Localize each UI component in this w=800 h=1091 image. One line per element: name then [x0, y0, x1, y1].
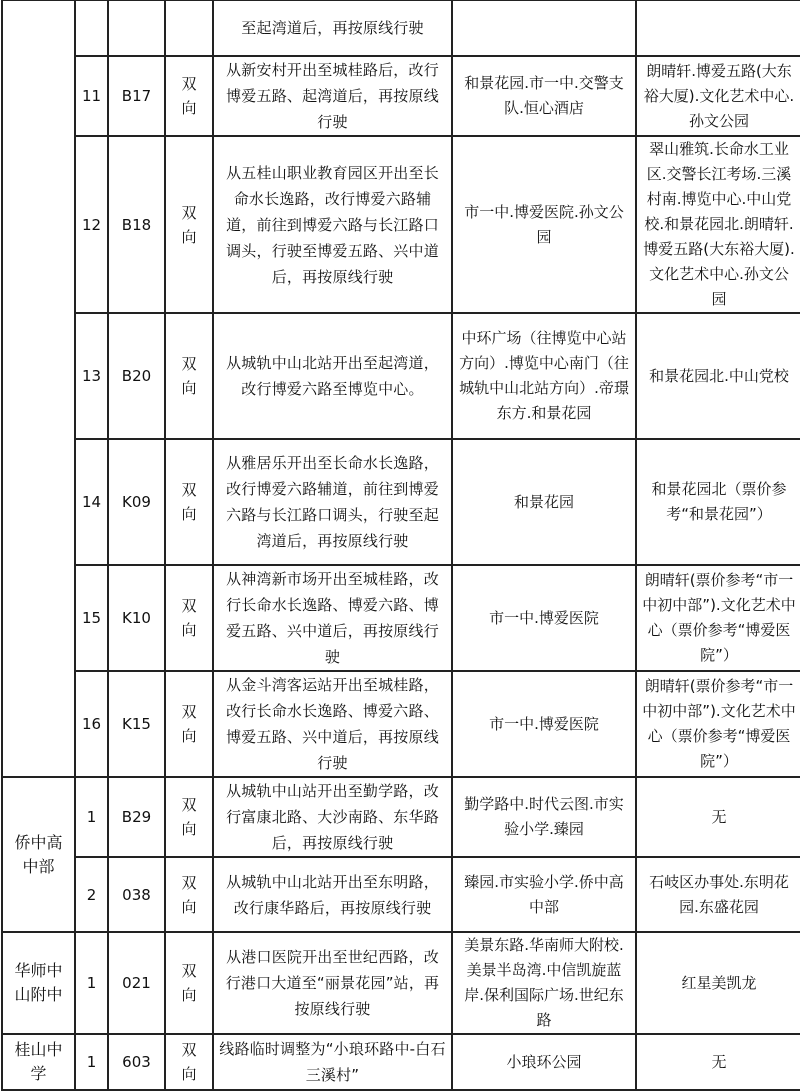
route-adjustment-cell: 从神湾新市场开出至城桂路，改行长命水长逸路、博爱六路、博爱五路、兴中道后，再按原线行驶	[213, 565, 452, 671]
affected-stops-cell: 市一中.博爱医院.孙文公园	[452, 136, 636, 313]
alternate-stops-cell: 石岐区办事处.东明花园.东盛花园	[636, 857, 800, 932]
row-number-cell: 1	[75, 932, 108, 1034]
route-adjustment-cell: 从城轨中山站开出至勤学路，改行富康北路、大沙南路、东华路后，再按原线行驶	[213, 777, 452, 857]
direction-cell: 双向	[165, 857, 213, 932]
table-row	[2, 777, 800, 857]
table-row	[2, 932, 800, 1034]
alternate-stops-cell: 无	[636, 1034, 800, 1090]
table-row	[2, 565, 800, 671]
route-adjustment-cell: 从城轨中山北站开出至东明路，改行康华路后，再按原线行驶	[213, 857, 452, 932]
alternate-stops-cell: 朗晴轩.博爱五路(大东裕大厦).文化艺术中心.孙文公园	[636, 56, 800, 136]
line-code-cell: B18	[108, 136, 165, 313]
row-number-cell: 1	[75, 777, 108, 857]
affected-stops-cell: 臻园.市实验小学.侨中高中部	[452, 857, 636, 932]
alternate-stops-cell: 朗晴轩(票价参考“市一中初中部”).文化艺术中心（票价参考“博爱医院”）	[636, 565, 800, 671]
table-row	[2, 0, 800, 56]
direction-cell: 双向	[165, 439, 213, 565]
direction-cell: 双向	[165, 565, 213, 671]
affected-stops-cell	[452, 0, 636, 56]
line-code-cell: 038	[108, 857, 165, 932]
affected-stops-cell: 和景花园.市一中.交警支队.恒心酒店	[452, 56, 636, 136]
table-row	[2, 313, 800, 439]
line-code-cell: 021	[108, 932, 165, 1034]
alternate-stops-cell: 朗晴轩(票价参考“市一中初中部”).文化艺术中心（票价参考“博爱医院”）	[636, 671, 800, 777]
affected-stops-cell: 和景花园	[452, 439, 636, 565]
route-adjustment-cell: 从金斗湾客运站开出至城桂路，改行长命水长逸路、博爱六路、博爱五路、兴中道后，再按原线行驶	[213, 671, 452, 777]
line-code-cell: B29	[108, 777, 165, 857]
route-adjustment-cell: 从五桂山职业教育园区开出至长命水长逸路，改行博爱六路辅道，前往到博爱六路与长江路口调头，行驶至博爱五路、兴中道后，再按原线行驶	[213, 136, 452, 313]
affected-stops-cell: 中环广场（往博览中心站方向）.博览中心南门（往城轨中山北站方向）.帝璟东方.和景花园	[452, 313, 636, 439]
affected-stops-cell: 市一中.博爱医院	[452, 671, 636, 777]
affected-stops-cell: 勤学路中.时代云图.市实验小学.臻园	[452, 777, 636, 857]
table-row	[2, 857, 800, 932]
route-adjustment-cell: 从港口医院开出至世纪西路，改行港口大道至“丽景花园”站，再按原线行驶	[213, 932, 452, 1034]
school-cell: 侨中高中部	[2, 777, 75, 932]
direction-cell: 双向	[165, 313, 213, 439]
alternate-stops-cell: 翠山雅筑.长命水工业区.交警长江考场.三溪村南.博览中心.中山党校.和景花园北.朗晴轩.博爱五路(大东裕大厦).文化艺术中心.孙文公园	[636, 136, 800, 313]
table-row	[2, 56, 800, 136]
affected-stops-cell: 美景东路.华南师大附校.美景半岛湾.中信凯旋蓝岸.保利国际广场.世纪东路	[452, 932, 636, 1034]
row-number-cell: 11	[75, 56, 108, 136]
table-row	[2, 671, 800, 777]
direction-cell: 双向	[165, 777, 213, 857]
row-number-cell: 15	[75, 565, 108, 671]
alternate-stops-cell: 红星美凯龙	[636, 932, 800, 1034]
line-code-cell: K15	[108, 671, 165, 777]
school-cell	[2, 0, 75, 777]
route-adjustment-cell: 从新安村开出至城桂路后，改行博爱五路、起湾道后，再按原线行驶	[213, 56, 452, 136]
table-row	[2, 136, 800, 313]
direction-cell: 双向	[165, 136, 213, 313]
route-adjustment-cell: 线路临时调整为“小琅环路中-白石三溪村”	[213, 1034, 452, 1090]
bus-route-adjustment-table	[1, 0, 800, 1091]
route-adjustment-cell: 至起湾道后，再按原线行驶	[213, 0, 452, 56]
row-number-cell: 1	[75, 1034, 108, 1090]
alternate-stops-cell: 无	[636, 777, 800, 857]
school-cell: 华师中山附中	[2, 932, 75, 1034]
row-number-cell: 2	[75, 857, 108, 932]
school-cell: 桂山中学	[2, 1034, 75, 1090]
line-code-cell: 603	[108, 1034, 165, 1090]
route-adjustment-cell: 从雅居乐开出至长命水长逸路，改行博爱六路辅道，前往到博爱六路与长江路口调头，行驶至起湾道后，再按原线行驶	[213, 439, 452, 565]
alternate-stops-cell: 和景花园北（票价参考“和景花园”）	[636, 439, 800, 565]
row-number-cell: 12	[75, 136, 108, 313]
row-number-cell: 13	[75, 313, 108, 439]
direction-cell: 双向	[165, 932, 213, 1034]
alternate-stops-cell	[636, 0, 800, 56]
line-code-cell: B17	[108, 56, 165, 136]
line-code-cell: K10	[108, 565, 165, 671]
affected-stops-cell: 小琅环公园	[452, 1034, 636, 1090]
table-row	[2, 439, 800, 565]
alternate-stops-cell: 和景花园北.中山党校	[636, 313, 800, 439]
affected-stops-cell: 市一中.博爱医院	[452, 565, 636, 671]
direction-cell: 双向	[165, 56, 213, 136]
route-adjustment-cell: 从城轨中山北站开出至起湾道，改行博爱六路至博览中心。	[213, 313, 452, 439]
row-number-cell	[75, 0, 108, 56]
row-number-cell: 14	[75, 439, 108, 565]
line-code-cell: B20	[108, 313, 165, 439]
table-row	[2, 1034, 800, 1090]
direction-cell: 双向	[165, 1034, 213, 1090]
line-code-cell	[108, 0, 165, 56]
direction-cell: 双向	[165, 671, 213, 777]
line-code-cell: K09	[108, 439, 165, 565]
row-number-cell: 16	[75, 671, 108, 777]
direction-cell	[165, 0, 213, 56]
